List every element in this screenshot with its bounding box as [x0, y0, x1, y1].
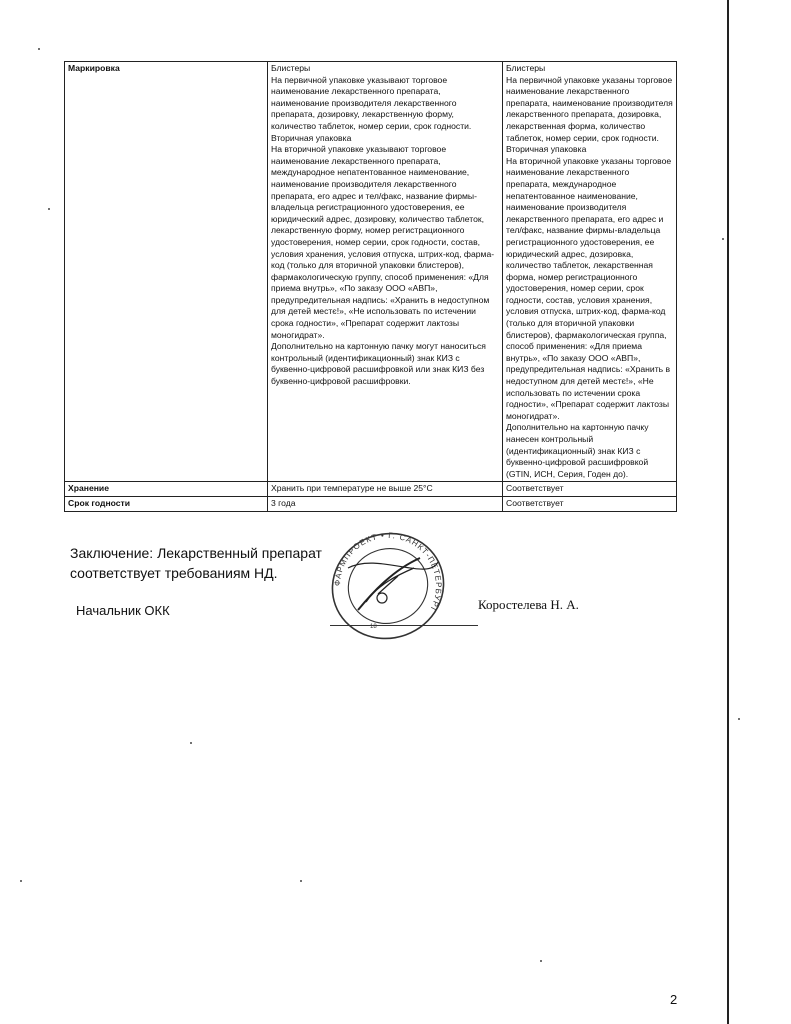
conclusion-text: Заключение: Лекарственный препарат соответствует требованиям НД.	[70, 545, 322, 581]
page-edge-line	[727, 0, 729, 1024]
requirement-shelf-life: 3 года	[268, 496, 503, 511]
result-storage: Соответствует	[503, 482, 677, 497]
signer-position: Начальник ОКК	[76, 603, 170, 618]
scan-speck	[540, 960, 542, 962]
scan-speck	[48, 208, 50, 210]
svg-text:ФАРМПРОЕКТ • Г. САНКТ-ПЕТЕРБУР	[333, 531, 443, 614]
result-shelf-life: Соответствует	[503, 496, 677, 511]
stamp-outer-text: ФАРМПРОЕКТ • Г. САНКТ-ПЕТЕРБУРГ	[332, 530, 444, 615]
row-label-marking: Маркировка	[65, 62, 268, 482]
scan-speck	[738, 718, 740, 720]
requirement-storage: Хранить при температуре не выше 25°C	[268, 482, 503, 497]
scan-speck	[190, 742, 192, 744]
specification-table	[64, 61, 677, 512]
table-row	[65, 482, 677, 497]
table-row	[65, 496, 677, 511]
scan-speck	[722, 238, 724, 240]
row-label-storage: Хранение	[65, 482, 268, 497]
page-number: 2	[670, 992, 678, 1007]
row-label-shelf-life: Срок годности	[65, 496, 268, 511]
round-stamp	[318, 522, 458, 650]
stamp-number: 18	[370, 624, 377, 630]
result-marking: Блистеры На первичной упаковке указаны торговое наименование лекарственного препарата, наименование производителя лекарственного препарата, дозировка, лекарственная форма, количество таблеток, номер серии, срок годности. Вторичная упаковка На вторичной упаковке указаны торговое наименование лекарственного препарата, международное непатентованное наименование, наименование производителя лекарственного препарата, его адрес и тел/факс, название фирмы-владельца регистрационного удостоверения, ее юридический адрес, дозировка, количество таблеток, лекарственная форма, номер регистрационного удостоверения, номер серии, срок годности, состав, условия хранения, условия отпуска, штрих-код, фарма-код (только для вторичной упаковки блистеров), фармакологическая группа, способ применения: «Для приема внутрь», «По заказу ООО «АВП», предупредительная надпись: «Хранить в недоступном для детей местє!», «Не использовать по истечении срока годности», «Препарат содержит лактозы моногидрат». Дополнительно на картонную пачку нанесен контрольный (идентификационный) знак КИЗ с буквенно-цифровой расшифровкой (GTIN, ИСН, Серия, Годен до).	[503, 62, 677, 482]
scan-speck	[38, 48, 40, 50]
requirement-marking: Блистеры На первичной упаковке указывают торговое наименование лекарственного препарата, наименование производителя лекарственного препарата, дозировку, лекарственную форму, количество таблеток, номер серии, срок годности. Вторичная упаковка На вторичной упаковке указывают торговое наименование лекарственного препарата, международное непатентованное наименование, наименование производителя лекарственного препарата, его адрес и тел/факс, название фирмы-владельца регистрационного удостоверения, ее юридический адрес, дозировку, количество таблеток, лекарственную форму, номер регистрационного удостоверения, номер серии, срок годности, состав, условия хранения, условия отпуска, штрих-код, фарма-код (только для вторичной упаковки блистеров), фармакологическую группу, способ применения: «Для приема внутрь», «По заказу ООО «АВП», предупредительная надпись: «Хранить в недоступном для детей местє!», «Не использовать по истечении срока годности», «Препарат содержит лактозы моногидрат». Дополнительно на картонную пачку могут наноситься контрольный (идентификационный) знак КИЗ с буквенно-цифровой расшифровкой или знак КИЗ без буквенно-цифровой расшифровки.	[268, 62, 503, 482]
scan-speck	[300, 880, 302, 882]
signer-name: Коростелева Н. А.	[478, 597, 579, 612]
table-row	[65, 62, 677, 482]
scan-speck	[20, 880, 22, 882]
